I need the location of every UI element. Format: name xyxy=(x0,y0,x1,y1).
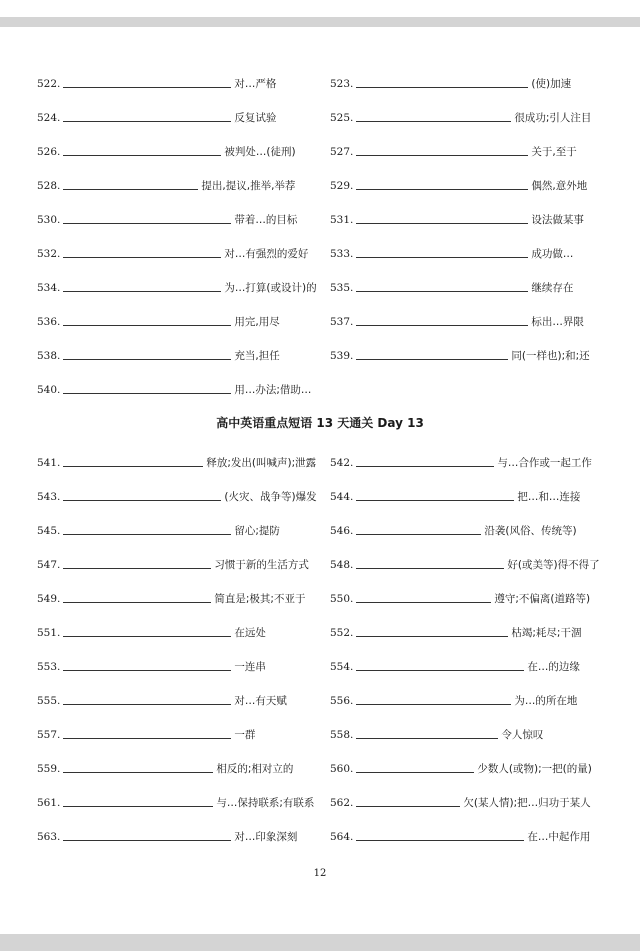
answer-blank[interactable] xyxy=(63,559,211,569)
phrase-item xyxy=(330,78,610,90)
item-meaning: 用…办法;借助… xyxy=(234,384,312,396)
answer-blank[interactable] xyxy=(63,316,231,326)
item-number: 547. xyxy=(37,559,61,571)
answer-blank[interactable] xyxy=(63,384,231,394)
phrase-item xyxy=(330,350,610,362)
page-number: 12 xyxy=(313,868,327,879)
item-number: 559. xyxy=(37,763,61,775)
item-number: 553. xyxy=(37,661,61,673)
answer-blank[interactable] xyxy=(356,593,491,603)
item-meaning: 对…印象深刻 xyxy=(234,831,298,843)
item-number: 556. xyxy=(330,695,354,707)
item-number: 523. xyxy=(330,78,354,90)
item-meaning: 成功做… xyxy=(531,248,574,260)
item-number: 538. xyxy=(37,350,61,362)
item-meaning: 继续存在 xyxy=(531,282,574,294)
answer-blank[interactable] xyxy=(356,180,528,190)
phrase-item xyxy=(37,525,320,537)
item-meaning: 一群 xyxy=(234,729,256,741)
item-number: 552. xyxy=(330,627,354,639)
item-number: 563. xyxy=(37,831,61,843)
item-meaning: 欠(某人情);把…归功于某人 xyxy=(463,797,591,809)
item-number: 551. xyxy=(37,627,61,639)
item-number: 535. xyxy=(330,282,354,294)
item-number: 534. xyxy=(37,282,61,294)
phrase-item xyxy=(330,763,610,775)
phrase-item xyxy=(330,491,610,503)
item-meaning: 很成功;引人注目 xyxy=(514,112,592,124)
phrase-item xyxy=(37,729,320,741)
answer-blank[interactable] xyxy=(63,695,231,705)
answer-blank[interactable] xyxy=(63,593,211,603)
phrase-item xyxy=(330,593,610,605)
item-meaning: 偶然,意外地 xyxy=(531,180,588,192)
item-meaning: 提出,提议,推举,举荐 xyxy=(201,180,296,192)
phrase-item xyxy=(37,763,320,775)
item-number: 543. xyxy=(37,491,61,503)
item-number: 528. xyxy=(37,180,61,192)
item-meaning: 遵守;不偏离(道路等) xyxy=(494,593,591,605)
item-meaning: 一连串 xyxy=(234,661,266,673)
item-meaning: 关于,至于 xyxy=(531,146,577,158)
phrase-item xyxy=(330,695,610,707)
item-meaning: 对…严格 xyxy=(234,78,277,90)
item-meaning: 用完,用尽 xyxy=(234,316,280,328)
item-meaning: 为…打算(或设计)的 xyxy=(224,282,317,294)
item-number: 527. xyxy=(330,146,354,158)
item-meaning: 对…有强烈的爱好 xyxy=(224,248,309,260)
answer-blank[interactable] xyxy=(356,491,514,501)
item-number: 555. xyxy=(37,695,61,707)
phrase-item xyxy=(330,559,610,571)
item-number: 540. xyxy=(37,384,61,396)
phrase-item xyxy=(37,593,320,605)
answer-blank[interactable] xyxy=(356,112,511,122)
answer-blank[interactable] xyxy=(63,491,221,501)
item-meaning: 沿袭(风俗、传统等) xyxy=(484,525,577,537)
answer-blank[interactable] xyxy=(356,316,528,326)
answer-blank[interactable] xyxy=(63,350,231,360)
answer-blank[interactable] xyxy=(356,729,498,739)
item-number: 531. xyxy=(330,214,354,226)
phrase-item xyxy=(37,384,320,396)
item-number: 554. xyxy=(330,661,354,673)
answer-blank[interactable] xyxy=(356,78,528,88)
phrase-item xyxy=(330,831,610,843)
item-meaning: 令人惊叹 xyxy=(501,729,544,741)
item-number: 545. xyxy=(37,525,61,537)
answer-blank[interactable] xyxy=(356,146,528,156)
answer-blank[interactable] xyxy=(356,627,508,637)
item-number: 525. xyxy=(330,112,354,124)
phrase-item xyxy=(37,627,320,639)
answer-blank[interactable] xyxy=(63,248,221,258)
item-number: 532. xyxy=(37,248,61,260)
item-meaning: 带着…的目标 xyxy=(234,214,298,226)
item-meaning: 充当,担任 xyxy=(234,350,280,362)
item-meaning: 好(或美等)得不得了 xyxy=(507,559,600,571)
item-meaning: 与…保持联系;有联系 xyxy=(216,797,315,809)
item-number: 544. xyxy=(330,491,354,503)
item-number: 562. xyxy=(330,797,354,809)
phrase-item xyxy=(330,661,610,673)
answer-blank[interactable] xyxy=(63,214,231,224)
item-number: 557. xyxy=(37,729,61,741)
item-number: 541. xyxy=(37,457,61,469)
item-meaning: 被判处…(徒刑) xyxy=(224,146,296,158)
item-number: 560. xyxy=(330,763,354,775)
answer-blank[interactable] xyxy=(63,729,231,739)
phrase-item xyxy=(37,457,320,469)
item-number: 561. xyxy=(37,797,61,809)
phrase-item xyxy=(37,831,320,843)
answer-blank[interactable] xyxy=(356,214,528,224)
page-top-edge xyxy=(0,17,640,27)
phrase-item xyxy=(37,797,320,809)
phrase-item xyxy=(37,214,320,226)
phrase-item xyxy=(37,180,320,192)
answer-blank[interactable] xyxy=(356,457,494,467)
phrase-item xyxy=(37,661,320,673)
item-meaning: 为…的所在地 xyxy=(514,695,578,707)
phrase-item xyxy=(37,78,320,90)
item-meaning: 对…有天赋 xyxy=(234,695,287,707)
item-meaning: 枯竭;耗尽;干涸 xyxy=(511,627,582,639)
item-number: 548. xyxy=(330,559,354,571)
phrase-item xyxy=(330,457,610,469)
phrase-item xyxy=(37,248,320,260)
item-meaning: 释放;发出(叫喊声);泄露 xyxy=(206,457,317,469)
item-meaning: 把…和…连接 xyxy=(517,491,581,503)
item-meaning: 留心;提防 xyxy=(234,525,280,537)
answer-blank[interactable] xyxy=(63,78,231,88)
item-number: 564. xyxy=(330,831,354,843)
item-meaning: (使)加速 xyxy=(531,78,572,90)
item-number: 558. xyxy=(330,729,354,741)
item-meaning: 在…的边缘 xyxy=(527,661,580,673)
phrase-item xyxy=(37,559,320,571)
phrase-item xyxy=(330,112,610,124)
answer-blank[interactable] xyxy=(356,282,528,292)
phrase-item xyxy=(37,112,320,124)
answer-blank[interactable] xyxy=(356,831,524,841)
answer-blank[interactable] xyxy=(63,627,231,637)
item-meaning: 标出…界限 xyxy=(531,316,584,328)
answer-blank[interactable] xyxy=(63,457,203,467)
phrase-item xyxy=(37,695,320,707)
item-meaning: 反复试验 xyxy=(234,112,277,124)
phrase-item xyxy=(37,350,320,362)
item-meaning: 习惯于新的生活方式 xyxy=(214,559,309,571)
phrase-item xyxy=(330,214,610,226)
phrase-item xyxy=(37,282,320,294)
phrase-item xyxy=(330,146,610,158)
item-number: 537. xyxy=(330,316,354,328)
item-number: 533. xyxy=(330,248,354,260)
answer-blank[interactable] xyxy=(356,525,481,535)
item-meaning: 同(一样也);和;还 xyxy=(511,350,590,362)
item-meaning: (火灾、战争等)爆发 xyxy=(224,491,317,503)
phrase-item xyxy=(330,797,610,809)
phrase-item xyxy=(330,627,610,639)
item-number: 536. xyxy=(37,316,61,328)
answer-blank[interactable] xyxy=(356,559,504,569)
answer-blank[interactable] xyxy=(356,695,511,705)
item-number: 546. xyxy=(330,525,354,537)
item-number: 522. xyxy=(37,78,61,90)
item-number: 539. xyxy=(330,350,354,362)
answer-blank[interactable] xyxy=(63,661,231,671)
item-meaning: 在远处 xyxy=(234,627,266,639)
answer-blank[interactable] xyxy=(356,350,508,360)
phrase-item xyxy=(37,316,320,328)
phrase-item xyxy=(330,248,610,260)
phrase-item xyxy=(330,729,610,741)
answer-blank[interactable] xyxy=(356,248,528,258)
answer-blank[interactable] xyxy=(63,763,213,773)
answer-blank[interactable] xyxy=(63,797,213,807)
item-number: 524. xyxy=(37,112,61,124)
answer-blank[interactable] xyxy=(63,525,231,535)
answer-blank[interactable] xyxy=(356,763,474,773)
item-meaning: 少数人(或物);一把(的量) xyxy=(477,763,592,775)
answer-blank[interactable] xyxy=(63,282,221,292)
item-meaning: 在…中起作用 xyxy=(527,831,591,843)
item-number: 530. xyxy=(37,214,61,226)
item-number: 550. xyxy=(330,593,354,605)
item-meaning: 与…合作或一起工作 xyxy=(497,457,592,469)
answer-blank[interactable] xyxy=(356,797,460,807)
phrase-item xyxy=(330,316,610,328)
phrase-item xyxy=(37,146,320,158)
item-meaning: 设法做某事 xyxy=(531,214,584,226)
answer-blank[interactable] xyxy=(63,146,221,156)
page-bottom-edge xyxy=(0,934,640,951)
item-number: 526. xyxy=(37,146,61,158)
answer-blank[interactable] xyxy=(63,180,198,190)
item-number: 549. xyxy=(37,593,61,605)
item-meaning: 相反的;相对立的 xyxy=(216,763,294,775)
answer-blank[interactable] xyxy=(356,661,524,671)
phrase-item xyxy=(330,282,610,294)
answer-blank[interactable] xyxy=(63,831,231,841)
item-meaning: 简直是;极其;不亚于 xyxy=(214,593,306,605)
item-number: 529. xyxy=(330,180,354,192)
answer-blank[interactable] xyxy=(63,112,231,122)
phrase-item xyxy=(37,491,320,503)
item-number: 542. xyxy=(330,457,354,469)
phrase-item xyxy=(330,525,610,537)
section-title: 高中英语重点短语 13 天通关 Day 13 xyxy=(216,416,424,430)
phrase-item xyxy=(330,180,610,192)
